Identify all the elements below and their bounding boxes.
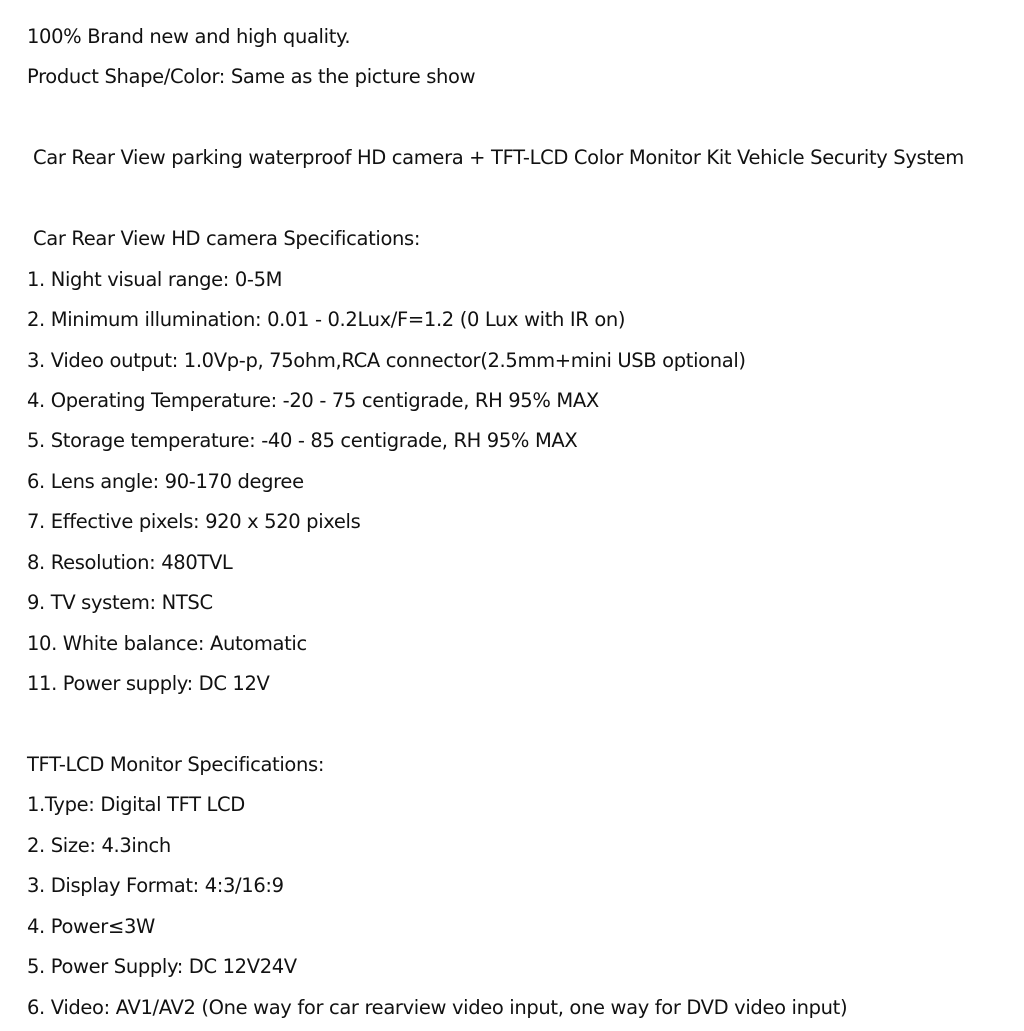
camera-spec-item: 10. White balance: Automatic: [27, 631, 307, 655]
spacer: [27, 182, 1017, 222]
intro-line: Product Shape/Color: Same as the picture show: [27, 65, 476, 89]
monitor-spec-item: 4. Power≤3W: [27, 914, 155, 938]
camera-spec-item: 3. Video output: 1.0Vp-p, 75ohm,RCA connector(2.5mm+mini USB optional): [27, 348, 746, 372]
monitor-spec-item: 1.Type: Digital TFT LCD: [27, 793, 245, 817]
camera-spec-item: 8. Resolution: 480TVL: [27, 550, 233, 574]
monitor-spec-item: 3. Display Format: 4:3/16:9: [27, 874, 284, 898]
product-description: [27, 20, 1017, 1031]
monitor-spec-item: 2. Size: 4.3inch: [27, 833, 171, 857]
monitor-spec-item: 6. Video: AV1/AV2 (One way for car rearview video input, one way for DVD video input): [27, 995, 848, 1019]
camera-spec-item: 7. Effective pixels: 920 x 520 pixels: [27, 510, 361, 534]
monitor-specs-heading: TFT-LCD Monitor Specifications:: [27, 752, 325, 776]
product-title: Car Rear View parking waterproof HD camera + TFT-LCD Color Monitor Kit Vehicle Security System: [33, 146, 964, 170]
camera-spec-item: 6. Lens angle: 90-170 degree: [27, 469, 304, 493]
camera-spec-item: 1. Night visual range: 0-5M: [27, 267, 283, 291]
camera-spec-item: 4. Operating Temperature: -20 - 75 centigrade, RH 95% MAX: [27, 388, 599, 412]
spacer: [27, 101, 1017, 141]
monitor-spec-item: 5. Power Supply: DC 12V24V: [27, 955, 297, 979]
intro-line: 100% Brand new and high quality.: [27, 25, 351, 48]
camera-spec-item: 5. Storage temperature: -40 - 85 centigrade, RH 95% MAX: [27, 429, 578, 453]
camera-specs-heading: Car Rear View HD camera Specifications:: [33, 227, 421, 251]
camera-spec-item: 9. TV system: NTSC: [27, 591, 213, 615]
spacer: [27, 707, 1017, 747]
camera-spec-item: 11. Power supply: DC 12V: [27, 672, 270, 695]
camera-spec-item: 2. Minimum illumination: 0.01 - 0.2Lux/F=1.2 (0 Lux with IR on): [27, 308, 626, 332]
